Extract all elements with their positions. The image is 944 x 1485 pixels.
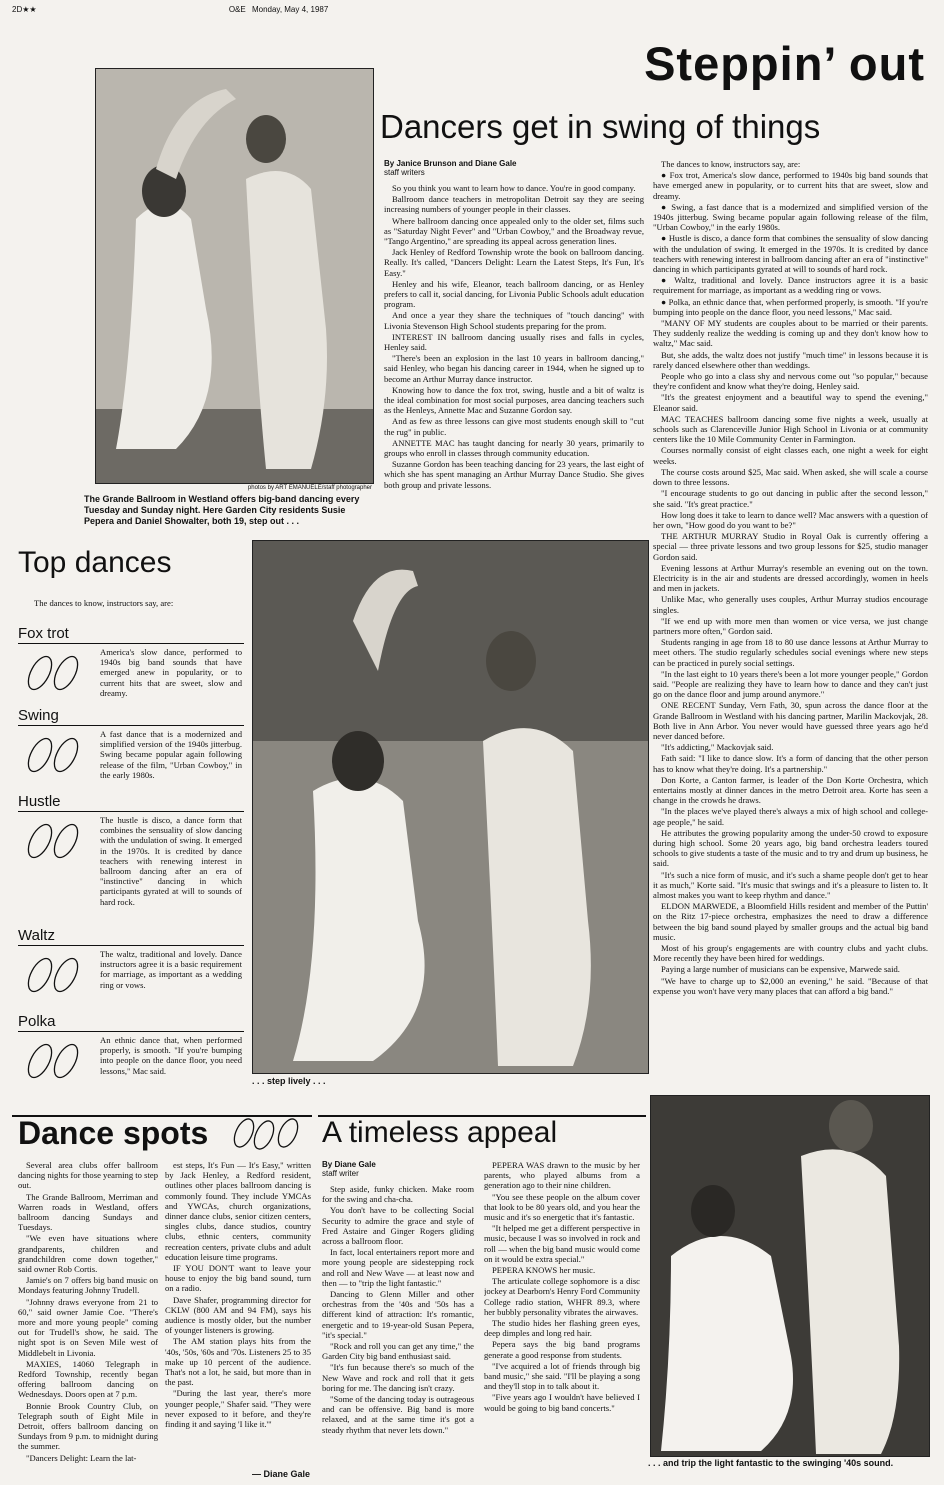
page-number: 2D★★ <box>12 5 37 14</box>
byline-names: By Janice Brunson and Diane Gale <box>384 159 517 168</box>
paragraph: Where ballroom dancing once appealed only to the older set, films such as "Saturday Night Fever" and "Urban Cowboy," and the Broadway revue, "Tango Argentino," are spreading its appeal across generation lines. <box>384 215 644 247</box>
paragraph: MAXIES, 14060 Telegraph in Redford Township, recently began offering ballroom dancing on Wednesdays. Doors open at 7 p.m. <box>18 1358 158 1400</box>
timeless-column-2 <box>484 1160 640 1470</box>
paragraph: ● Hustle is disco, a dance form that combines the sensuality of slow dancing with the undulation of swing. It emerged in the 1970s. It is credited by dance teachers with renewing interest in ballroom dancing after an era of "instinctive" dancing in which participants gyrated at will to sounds of hard rock. <box>653 233 928 275</box>
top-dances-list <box>18 625 244 1099</box>
footprints-icon <box>226 1115 316 1155</box>
paragraph: You don't have to be collecting Social Security to admire the grace and style of Fred Astaire and Ginger Rogers gliding across a ballroom floor. <box>322 1205 474 1247</box>
dance-item <box>18 927 244 1013</box>
timeless-byline <box>322 1160 474 1178</box>
paragraph: Pepera says the big band programs generate a good response from students. <box>484 1339 640 1360</box>
paragraph: The Grande Ballroom, Merriman and Warren roads in Westland, offers ballroom dancing Sundays and Tuesdays. <box>18 1191 158 1233</box>
dance-spots-col1-body <box>18 1160 158 1463</box>
paragraph: The studio hides her flashing green eyes, deep dimples and long red hair. <box>484 1318 640 1339</box>
dance-spots-column-2 <box>165 1160 311 1470</box>
paragraph: Dave Shafer, programming director for CKLW (800 AM and 94 FM), says his audience is mostly older, but the number of younger listeners is growing. <box>165 1294 311 1336</box>
timeless-col1-body <box>322 1184 474 1435</box>
paragraph: MAC TEACHES ballroom dancing some five nights a week, usually at schools such as Clarenceville Junior High School in Livonia or at community centers like the 10 Mile Community Center in Farmington. <box>653 413 928 445</box>
main-story-column-2 <box>653 159 928 1084</box>
photo-image <box>651 1096 929 1456</box>
dance-item <box>18 793 244 927</box>
paragraph: Fath said: "I like to dance slow. It's a form of dancing that the other person has to know what they're doing. It's a partnership." <box>653 753 928 774</box>
dance-spots-col2-body <box>165 1160 311 1429</box>
dance-spots-column-1 <box>18 1160 158 1480</box>
paragraph: He attributes the growing popularity among the under-50 crowd to exposure during high school. Some 20 years ago, big band orchestra leaders toured schools to give students a taste of the music and to try and drum up business, he said. <box>653 827 928 869</box>
timeless-title: A timeless appeal <box>322 1116 558 1149</box>
paragraph: THE ARTHUR MURRAY Studio in Royal Oak is currently offering a special — three private lessons and two group lessons for $25, studio manager Gordon said. <box>653 531 928 562</box>
dance-item <box>18 707 244 793</box>
paragraph: ● Polka, an ethnic dance that, when performed properly, is smooth. "If you're bumping into people on the dance floor, you need lessons," Mac said. <box>653 296 928 317</box>
paragraph: Ballroom dance teachers in metropolitan Detroit say they are seeing increasing numbers of younger people in their classes. <box>384 194 644 215</box>
paragraph: "Rock and roll you can get any time," the Garden City big band enthusiast said. <box>322 1341 474 1362</box>
section-name: O&E <box>228 5 246 14</box>
dance-name: Fox trot <box>18 625 244 644</box>
timeless-column-1 <box>322 1160 474 1470</box>
paragraph: The dances to know, instructors say, are: <box>661 159 801 169</box>
paragraph: How long does it take to learn to dance well? Mac answers with a question of her own, "How good do you want to be?" <box>653 509 928 530</box>
top-dances-title: Top dances <box>18 546 172 579</box>
paragraph: Students ranging in age from 18 to 80 use dance lessons at Arthur Murray to meet others. The studio regularly schedules social evenings where new steps can be practiced in purely social settings. <box>653 637 928 668</box>
footprints-icon <box>20 649 90 697</box>
paragraph: And as few as three lessons can give most students enough skill to "cut the rug" in public. <box>384 416 644 437</box>
dance-name: Waltz <box>18 927 244 946</box>
photo-trip-the-light <box>650 1095 930 1457</box>
paragraph: "It's the greatest enjoyment and a beautiful way to spend the evening," Eleanor said. <box>653 392 928 413</box>
footprints-icon <box>20 1037 90 1085</box>
dance-spots-title: Dance spots <box>18 1115 209 1151</box>
paragraph: So you think you want to learn how to dance. You're in good company. <box>392 183 636 193</box>
paragraph: The course costs around $25, Mac said. When asked, she will scale a course down to three lessons. <box>653 466 928 488</box>
dance-description: The hustle is disco, a dance form that combines the sensuality of slow dancing with the undulation of swing. It emerged in the 1970s. It is credited by dance teachers with renewing interest in ballroom dancing after an era of "instinctive" dancing in which participants gyrated at will to sounds of hard rock. <box>100 815 242 907</box>
paragraph: "If we end up with more men than women or vice versa, we just change partners more often," Gordon said. <box>653 615 928 636</box>
page-header <box>12 5 342 14</box>
paragraph: Unlike Mac, who generally uses couples, Arthur Murray studios encourage singles. <box>653 594 928 615</box>
paragraph: INTEREST IN ballroom dancing usually rises and falls in cycles, Henley said. <box>384 331 644 353</box>
paragraph: "During the last year, there's more younger people," Shafer said. "They were never exposed to it before, and they're finding it and saying 'I like it.'" <box>165 1388 311 1430</box>
paragraph: "It helped me get a different perspective in music, because I was so involved in rock and roll — when the big band music would come on it would be extra special." <box>484 1223 640 1264</box>
paragraph: "I've acquired a lot of friends through big band music," she said. "I'll be playing a song and they'll stop in to talk about it. <box>484 1360 640 1392</box>
dance-description: An ethnic dance that, when performed properly, is smooth. "If you're bumping into people on the dance floor, you need lessons," Mac said. <box>100 1035 242 1076</box>
paragraph: "Some of the dancing today is outrageous and can be offensive. Big band is more relaxed, and at the same time it's got a steady rhythm that never lets down." <box>322 1394 474 1435</box>
photo1-caption: The Grande Ballroom in Westland offers big-band dancing every Tuesday and Sunday night. Here Garden City residents Susie Pepera and Daniel Showalter, both 19, step out . . . <box>84 494 360 526</box>
dance-spots-signature: — Diane Gale <box>251 1469 310 1479</box>
paragraph: Evening lessons at Arthur Murray's resemble an evening out on the town. Electricity is in the air and students are dressed accordingly, women in heels and men in jackets. <box>653 562 928 594</box>
dance-description: The waltz, traditional and lovely. Dance instructors agree it is a basic requirement for marriage, as important as a wedding ring or vows. <box>100 949 242 990</box>
dance-name: Swing <box>18 707 244 726</box>
paragraph: "I encourage students to go out dancing in public after the second lesson," she said. "It's great practice." <box>653 488 928 509</box>
paragraph: ELDON MARWEDE, a Bloomfield Hills resident and member of the Puttin' on the Ritz 17-piece orchestra, emphasizes the need to draw a difference between the big band sound played by smaller groups and the actual big band music. <box>653 901 928 942</box>
photo-image <box>253 541 648 1073</box>
main-headline: Dancers get in swing of things <box>380 108 821 145</box>
paragraph: "It's fun because there's so much of the New Wave and rock and roll that it gets boring for me. The dancing isn't crazy. <box>322 1362 474 1393</box>
byline-role: staff writers <box>384 168 425 177</box>
paragraph: Step aside, funky chicken. Make room for the swing and cha-cha. <box>322 1184 474 1205</box>
paragraph: IF YOU DON'T want to leave your house to enjoy the big band sound, turn on a radio. <box>165 1263 311 1294</box>
paragraph: est steps, It's Fun — It's Easy," written by Jack Henley, a Redford resident, outlines other places ballroom dancing is commonly found. They include YMCAs and YWCAs, church organizations, dinner dance clubs, senior citizen centers, singles clubs, dance studios, country clubs, ethnic centers, community recreation centers, private clubs and adult education leisure time programs. <box>165 1160 311 1262</box>
paragraph: ONE RECENT Sunday, Vern Fath, 30, spun across the dance floor at the Grande Ballroom in Westland with his dancing partner, Marilin Mackovjak, 28. Both live in Ann Arbor. You never would have guessed three years ago he'd never danced before. <box>653 700 928 741</box>
paragraph: In fact, local entertainers report more and more young people are sidestepping rock and roll and New Wave — at least now and then — to "trip the light fantastic." <box>322 1247 474 1288</box>
top-dances-intro: The dances to know, instructors say, are: <box>34 598 174 608</box>
paragraph: Courses normally consist of eight classes each, one night a week for eight weeks. <box>653 445 928 466</box>
paragraph: Henley and his wife, Eleanor, teach ballroom dancing, or as Henley prefers to call it, social dancing, for Livonia Public Schools adult education program. <box>384 278 644 310</box>
footprints-icon <box>20 731 90 779</box>
paragraph: The articulate college sophomore is a disc jockey at Dearborn's Henry Ford Community College radio station, WHFR 89.3, where her bubbly personality vibrates the airwaves. <box>484 1276 640 1317</box>
paragraph: ● Swing, a fast dance that is a modernized and simplified version of the 1940s jitterbug. Swing became popular again following release of the film, "Urban Cowboy," in the early 1980s. <box>653 201 928 233</box>
issue-date: Monday, May 4, 1987 <box>251 5 329 14</box>
paragraph: "You see these people on the album cover that look to be 80 years old, and you hear the music and it's so energetic that it's fantastic. <box>484 1191 640 1223</box>
dance-name: Hustle <box>18 793 244 812</box>
paragraph: Don Korte, a Canton farmer, is leader of the Don Korte Orchestra, which entertains mostly at dinner dances in the metro Detroit area. Korte has seen a change in the crowds he draws. <box>653 774 928 806</box>
paragraph: "It's addicting," Mackovjak said. <box>661 742 774 753</box>
byline-role: staff writer <box>322 1169 359 1178</box>
paragraph: Jack Henley of Redford Township wrote the book on ballroom dancing. Really. It's called, "Dancers Delight: Learn the Latest Steps, It's Fun, It's Easy." <box>384 247 644 278</box>
paragraph: ● Fox trot, America's slow dance, performed to 1940s big band sounds that have emerged anew in popularity, or to current hits that are sweet, slow and dreamy. <box>653 170 928 201</box>
paragraph: Bonnie Brook Country Club, on Telegraph south of Eight Mile in Detroit, offers ballroom dancing on Sundays from 9 p.m. to midnight during the summer. <box>18 1400 158 1452</box>
main-byline <box>384 159 644 177</box>
paragraph: The AM station plays hits from the '40s, '50s, '60s and '70s. Listeners 25 to 35 make up 10 percent of the audience. That's not a lot, he said, but more than in the past. <box>165 1336 311 1388</box>
footprints-icon <box>20 951 90 999</box>
paragraph: ● Waltz, traditional and lovely. Dance instructors agree it is a basic requirement for marriage, as important as a wedding ring or vows. <box>653 275 928 296</box>
paragraph: Several area clubs offer ballroom dancing nights for those yearning to step out. <box>18 1160 158 1191</box>
byline-names: By Diane Gale <box>322 1160 376 1169</box>
paragraph: "In the places we've played there's always a mix of high school and college-age people," he said. <box>653 806 928 827</box>
paragraph: "Dancers Delight: Learn the lat- <box>26 1452 137 1463</box>
photo-step-lively <box>252 540 649 1074</box>
paragraph: "It's such a nice form of music, and it's such a shame people don't get to hear it as much," Korte said. "It's music that swings and it's a pleasure to listen to. It almost makes you want to keep rhythm and dance." <box>653 869 928 901</box>
paragraph: Suzanne Gordon has been teaching dancing for 23 years, the last eight of which she has spent managing an Arthur Murray Dance Studio. She gives both group and private lessons. <box>384 459 644 490</box>
dance-item <box>18 1013 244 1099</box>
photo3-caption: . . . and trip the light fantastic to the swinging '40s sound. <box>648 1458 894 1468</box>
paragraph: "There's been an explosion in the last 10 years in ballroom dancing," said Henley, who began his dancing career in 1944, when he signed up to become an Arthur Murray dance instructor. <box>384 353 644 384</box>
photo2-caption: . . . step lively . . . <box>252 1076 326 1086</box>
main-story-col2-body <box>653 159 928 996</box>
paragraph: Jamie's on 7 offers big band music on Mondays featuring Johnny Trudell. <box>18 1275 158 1296</box>
paragraph: Paying a large number of musicians can be expensive, Marwede said. <box>661 964 900 975</box>
dance-name: Polka <box>18 1013 244 1032</box>
paragraph: PEPERA KNOWS her music. <box>492 1265 596 1276</box>
paragraph: PEPERA WAS drawn to the music by her parents, who played albums from a generation ago to their nine children. <box>484 1160 640 1191</box>
paragraph: People who go into a class shy and nervous come out "so popular," because they're confident and know what they're doing, Henley said. <box>653 371 928 392</box>
timeless-col2-body <box>484 1160 640 1413</box>
paragraph: ANNETTE MAC has taught dancing for nearly 30 years, primarily to groups who enroll in classes through community education. <box>384 437 644 459</box>
photo-image <box>96 69 373 483</box>
dance-description: A fast dance that is a modernized and simplified version of the 1940s jitterbug. Swing became popular again following release of the film, "Urban Cowboy," in the early 1980s. <box>100 729 242 780</box>
paragraph: Knowing how to dance the fox trot, swing, hustle and a bit of waltz is the ideal combination for most social purposes, area dancing teachers such as the Henleys, Annette Mac and Suzanne Gordon say. <box>384 384 644 416</box>
dance-description: America's slow dance, performed to 1940s big band sounds that have emerged anew in popularity, or to current hits that are sweet, slow and dreamy. <box>100 647 242 698</box>
paragraph: Most of his group's engagements are with country clubs and yacht clubs. More recently they have been hired for weddings. <box>653 943 928 964</box>
main-story-col1-body <box>384 183 644 490</box>
paragraph: "We even have situations where grandparents, children and grandchildren come down together," said owner Rob Cortis. <box>18 1233 158 1275</box>
kicker-headline: Steppin’ out <box>644 37 925 90</box>
paragraph: "We have to charge up to $2,000 an evening," he said. "Because of that expense you won't have very many places that can afford a big band." <box>653 975 928 996</box>
photo-credit: photos by ART EMANUELE/staff photographer <box>247 485 372 491</box>
paragraph: Dancing to Glenn Miller and other orchestras from the '40s and '50s has a different kind of attraction: It's romantic, energetic and to 19-year-old Susan Pepera, "it's special." <box>322 1289 474 1340</box>
dance-item <box>18 625 244 707</box>
paragraph: "Five years ago I wouldn't have believed I would be going to big band concerts." <box>484 1392 640 1413</box>
photo-grande-ballroom-couple <box>95 68 374 484</box>
main-story-column-1 <box>384 159 644 491</box>
paragraph: "Johnny draws everyone from 21 to 60," said owner Jamie Coe. "There's more and more young people" coming out for Trudell's show, he said. The night spot is on Seven Mile west of Middlebelt in Livonia. <box>18 1296 158 1358</box>
paragraph: "MANY OF MY students are couples about to be married or their parents. They suddenly realize the wedding is coming up and they don't know how to waltz," Mac said. <box>653 318 928 349</box>
paragraph: "In the last eight to 10 years there's been a lot more younger people," Gordon said. "People are realizing they have to learn how to dance and they can't just go on the dance floor and jump around anymore." <box>653 668 928 700</box>
paragraph: But, she adds, the waltz does not justify "much time" in lessons because it is rarely danced elsewhere other than weddings. <box>653 349 928 370</box>
footprints-icon <box>20 817 90 865</box>
paragraph: And once a year they share the techniques of "touch dancing" with Livonia Stevenson High School students preparing for the prom. <box>384 310 644 331</box>
